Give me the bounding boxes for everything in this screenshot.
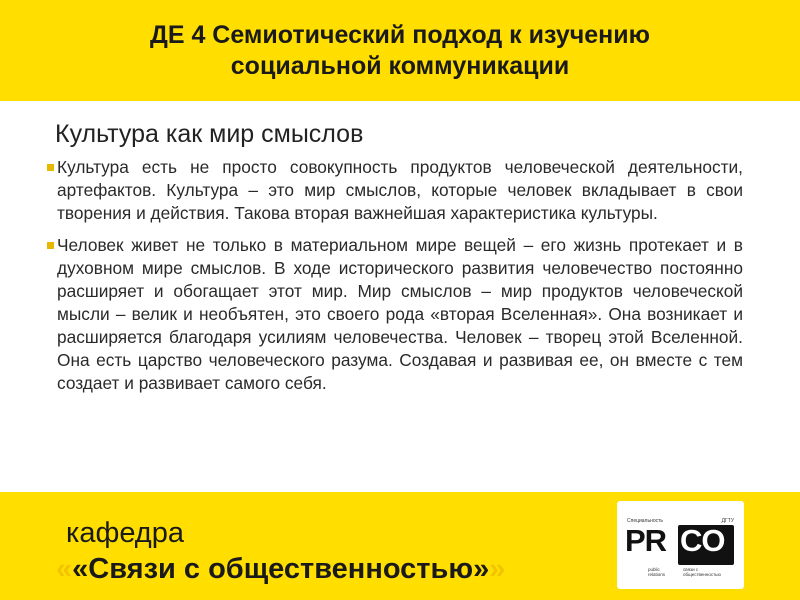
bullet-paragraph bbox=[47, 234, 743, 395]
bullet-square-icon bbox=[47, 242, 54, 249]
logo-caption-specialty: Специальность bbox=[627, 518, 663, 524]
logo-co-text: CO bbox=[680, 523, 725, 558]
slide-title bbox=[0, 20, 800, 82]
slide-title-line2: социальной коммуникации bbox=[230, 52, 570, 80]
slide-title-line1: ДЕ 4 Семиотический подход к изучению bbox=[150, 21, 650, 49]
department-label: кафедра bbox=[66, 517, 184, 549]
department-name-row bbox=[56, 553, 505, 586]
logo-caption-university: ДГТУ bbox=[721, 518, 734, 524]
slide-subtitle: Культура как мир смыслов bbox=[55, 120, 364, 148]
prco-logo bbox=[617, 501, 744, 589]
body-text bbox=[47, 156, 743, 404]
bullet-square-icon bbox=[47, 164, 54, 171]
logo-pr-text: PR bbox=[625, 523, 667, 558]
decorative-quote-right: » bbox=[489, 553, 506, 585]
logo-caption-co: связи с общественностью bbox=[683, 567, 721, 577]
bullet-paragraph bbox=[47, 156, 743, 225]
department-name: «Связи с общественностью» bbox=[72, 553, 490, 585]
decorative-quote-left: « bbox=[56, 553, 73, 585]
paragraph-text: Культура есть не просто совокупность продуктов человеческой деятельности, артефактов. Культура – это мир смыслов, которые человек вкладывает в свои творения и действия. Такова вторая важнейшая характеристика культуры. bbox=[57, 157, 743, 223]
header-band bbox=[0, 0, 800, 101]
paragraph-text: Человек живет не только в материальном мире вещей – его жизнь протекает и в духовном мире смыслов. В ходе исторического развития человечество постоянно расширяет и обогащает этот мир. Мир смыслов – мир продуктов человеческой мысли – велик и необъятен, это своего рода «вторая Вселенная». Она возникает и расширяется благодаря усилиям человечества. Человек – творец этой Вселенной. Она есть царство человеческого разума. Создавая и развивая ее, он вместе с тем создает и развивает самого себя. bbox=[57, 235, 743, 393]
logo-caption-pr: public relations bbox=[648, 567, 666, 577]
